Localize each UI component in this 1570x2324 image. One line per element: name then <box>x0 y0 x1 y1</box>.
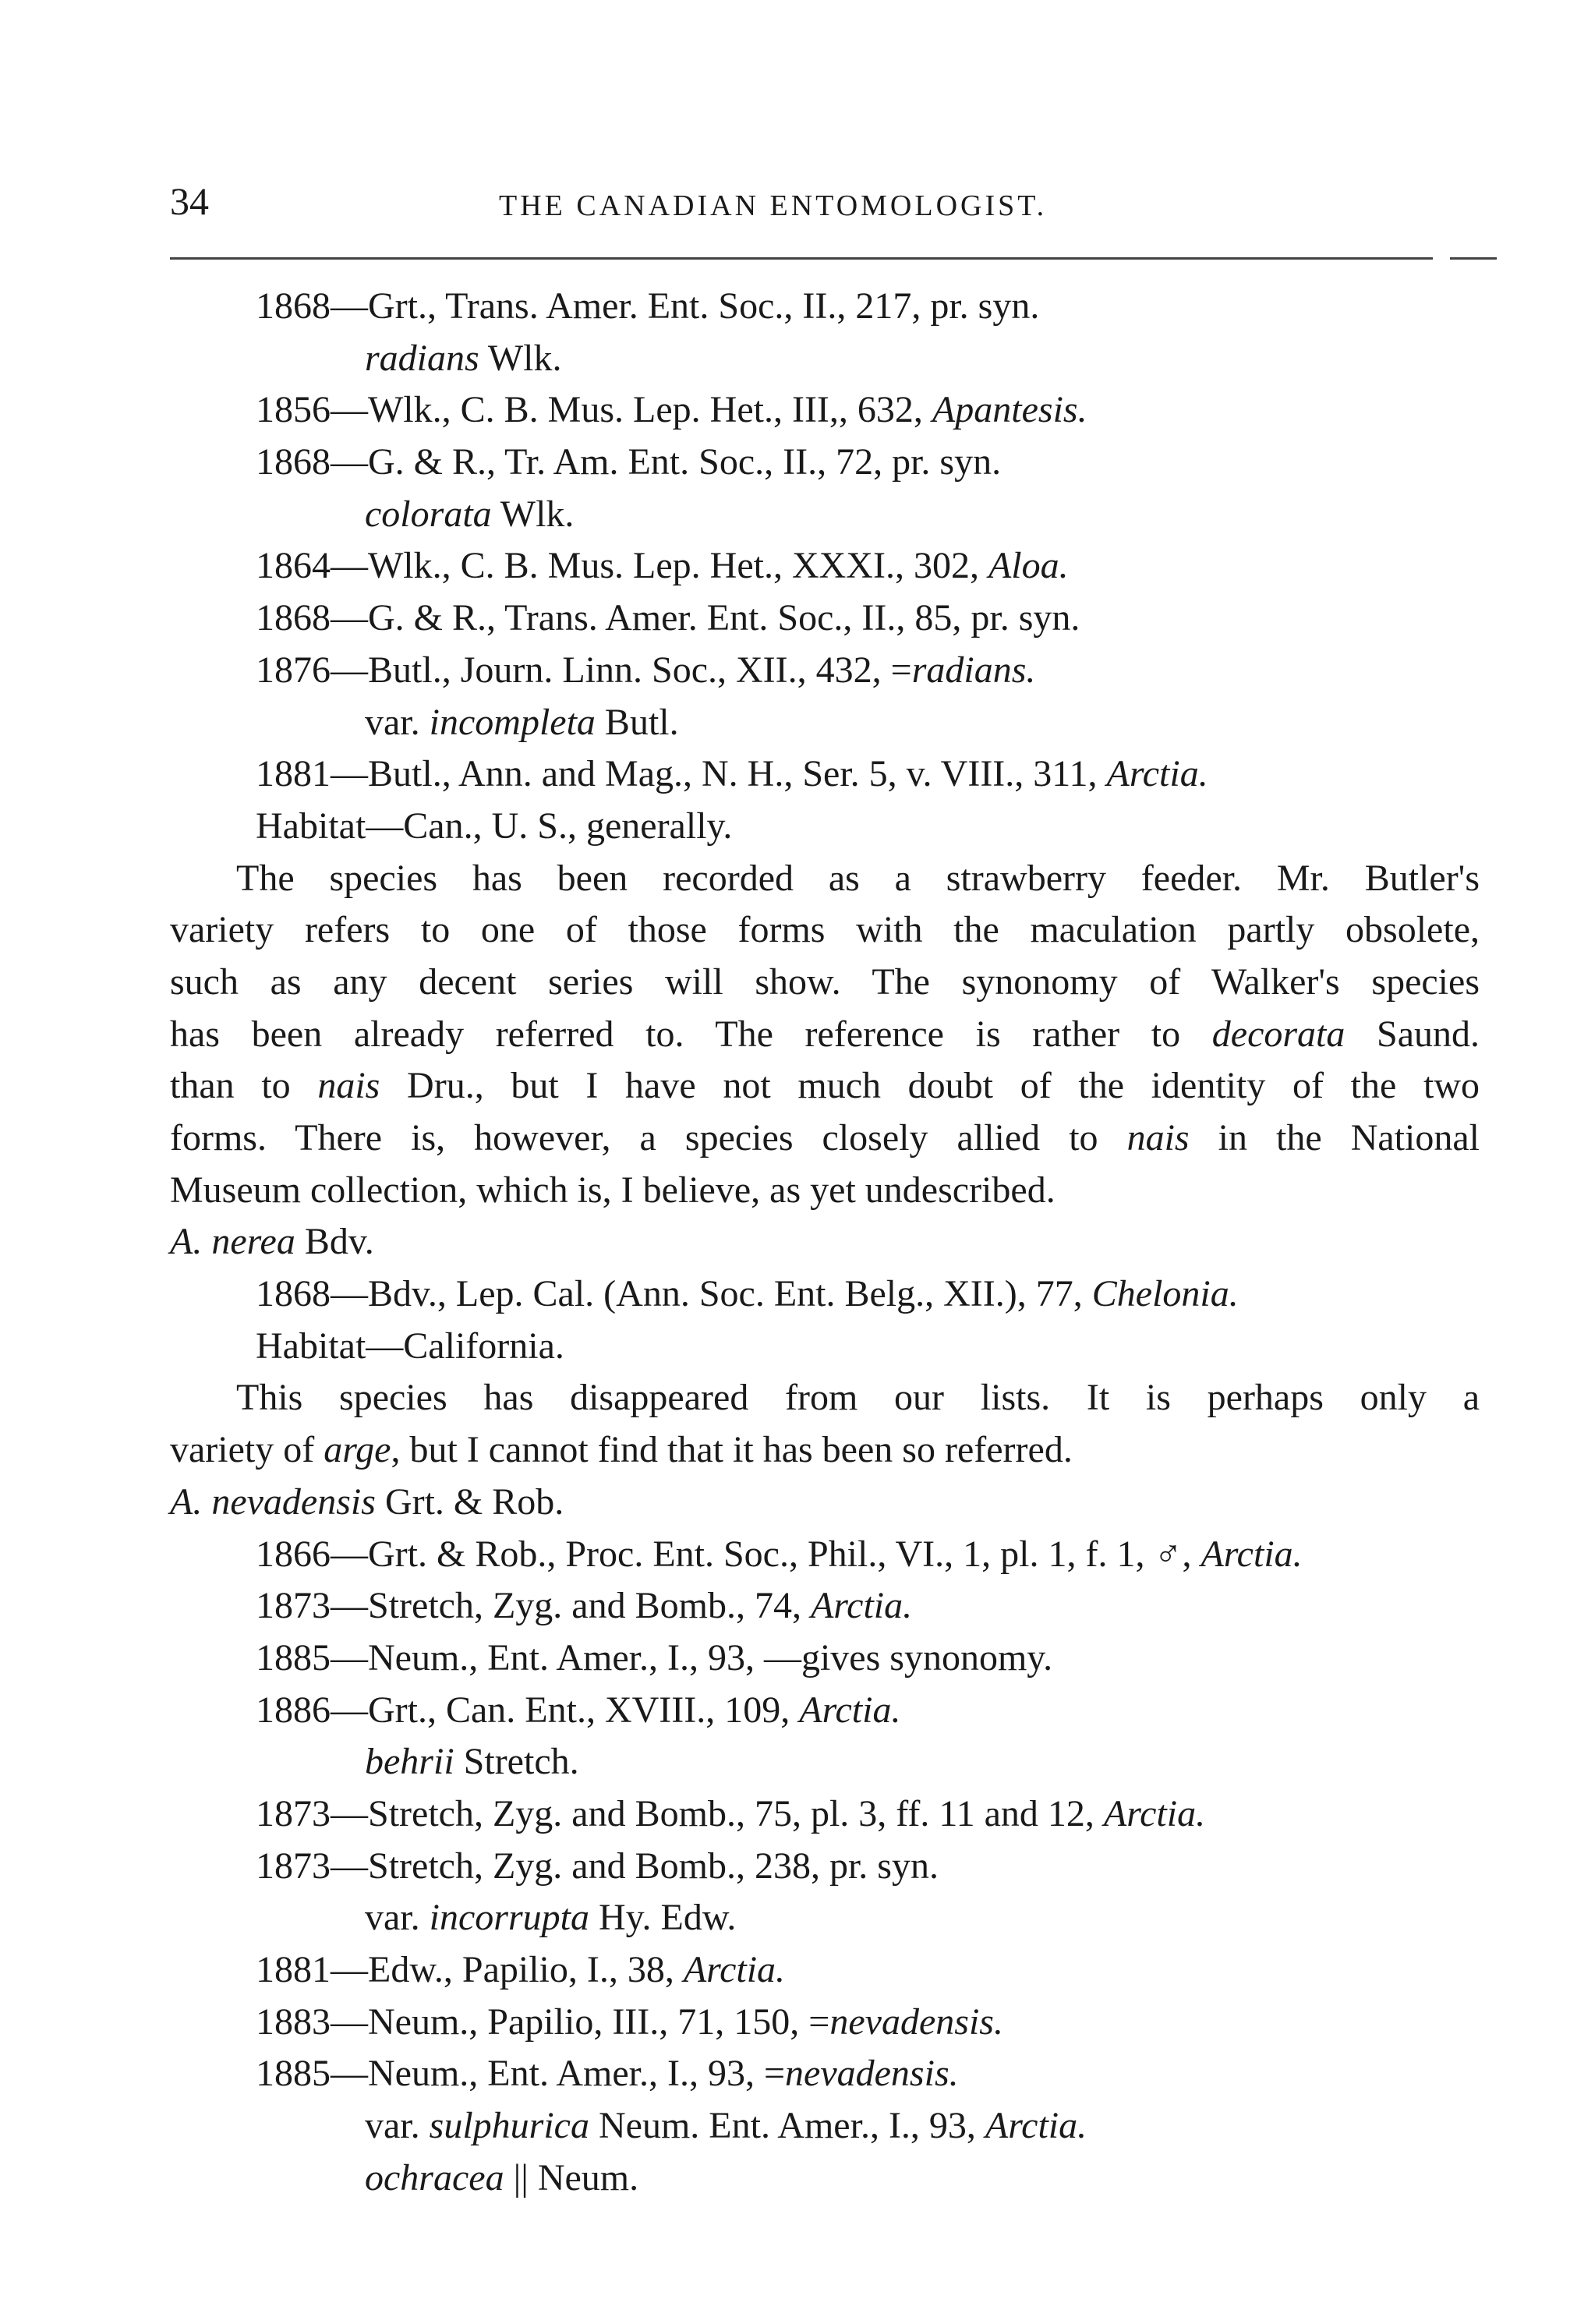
text-line <box>170 1944 1480 1997</box>
text-line <box>170 1632 1480 1685</box>
text-line <box>170 489 1480 541</box>
text-run: Saund. <box>1345 1013 1480 1055</box>
text-run: 1864—Wlk., C. B. Mus. Lep. Het., XXXI., 302, <box>256 545 988 587</box>
header-rule-tail <box>1450 257 1497 260</box>
text-run: 1868—G. & R., Trans. Amer. Ent. Soc., II., 85, pr. syn. <box>256 597 1080 639</box>
text-run: Habitat—Can., U. S., generally. <box>256 805 733 847</box>
text-run: Dru., but I have not much doubt of the identity of the two <box>380 1065 1480 1107</box>
text-run: The species has been recorded as a strawberry feeder. Mr. Butler's <box>236 857 1480 899</box>
text-line <box>170 1060 1480 1112</box>
header-rule <box>170 257 1433 260</box>
italic-text: arge <box>324 1429 391 1471</box>
text-run: in the National <box>1189 1117 1480 1158</box>
text-run: Bdv. <box>295 1221 374 1263</box>
text-run: 1886—Grt., Can. Ent., XVIII., 109, <box>256 1689 800 1731</box>
italic-text: A. nevadensis <box>170 1480 376 1523</box>
text-run: var. <box>365 2105 430 2147</box>
text-run: Habitat—California. <box>256 1325 564 1367</box>
text-line <box>170 2100 1480 2152</box>
text-run: 1881—Butl., Ann. and Mag., N. H., Ser. 5, v. VIII., 311, <box>256 753 1107 795</box>
text-line <box>170 384 1480 437</box>
italic-text: decorata <box>1211 1013 1345 1055</box>
text-run: 1885—Neum., Ent. Amer., I., 93, = <box>256 2053 786 2095</box>
text-run: 1866—Grt. & Rob., Proc. Ent. Soc., Phil., VI., 1, pl. 1, f. 1, ♂, <box>256 1533 1201 1575</box>
italic-text: behrii <box>365 1741 454 1783</box>
text-line <box>170 957 1480 1009</box>
page-header <box>0 178 1570 225</box>
text-line <box>170 2152 1480 2205</box>
text-run: 1868—G. & R., Tr. Am. Ent. Soc., II., 72, pr. syn. <box>256 441 1002 483</box>
italic-text: Arctia. <box>683 1949 786 1990</box>
text-line <box>170 1165 1480 1217</box>
italic-text: incompleta <box>429 701 596 743</box>
text-run: Grt. & Rob. <box>375 1480 564 1523</box>
text-line <box>170 1685 1480 1737</box>
text-run: var. <box>365 701 430 743</box>
italic-text: radians <box>365 337 479 379</box>
text-run: || Neum. <box>504 2156 639 2198</box>
text-run: than to <box>170 1065 318 1107</box>
text-run: var. <box>365 1897 430 1939</box>
italic-text: nevadensis. <box>785 2053 959 2095</box>
italic-text: Arctia. <box>810 1585 913 1627</box>
italic-text: Arctia. <box>1200 1533 1303 1575</box>
text-line <box>170 1477 1480 1529</box>
text-line <box>170 1009 1480 1061</box>
text-line <box>170 540 1480 592</box>
text-run: such as any decent series will show. The synonomy of Walker's species <box>170 960 1480 1003</box>
text-run: 1856—Wlk., C. B. Mus. Lep. Het., III,, 632, <box>256 389 932 431</box>
text-line <box>170 1997 1480 2049</box>
text-line <box>170 1268 1480 1321</box>
italic-text: Aloa. <box>988 545 1069 587</box>
text-line <box>170 645 1480 697</box>
italic-text: colorata <box>365 493 492 535</box>
text-line <box>170 1529 1480 1581</box>
text-run: variety refers to one of those forms with the maculation partly obsolete, <box>170 909 1480 951</box>
text-line <box>170 1841 1480 1893</box>
text-line <box>170 801 1480 853</box>
text-run: Stretch. <box>454 1741 579 1783</box>
text-line <box>170 281 1480 333</box>
italic-text: Apantesis. <box>932 389 1087 431</box>
text-line <box>170 1321 1480 1373</box>
italic-text: Arctia. <box>799 1689 901 1731</box>
italic-text: Arctia. <box>1106 753 1208 795</box>
text-run: forms. There is, however, a species closely allied to <box>170 1117 1127 1158</box>
text-run: Butl. <box>595 701 679 743</box>
italic-text: sulphurica <box>429 2105 589 2147</box>
text-run: Wlk. <box>479 337 562 379</box>
text-run: Museum collection, which is, I believe, as yet undescribed. <box>170 1169 1056 1211</box>
text-run: 1881—Edw., Papilio, I., 38, <box>256 1949 684 1990</box>
italic-text: nais <box>317 1065 380 1107</box>
text-line <box>170 748 1480 801</box>
text-line <box>170 1424 1480 1477</box>
text-line <box>170 1788 1480 1841</box>
italic-text: A. nerea <box>170 1221 295 1263</box>
text-run: , but I cannot find that it has been so referred. <box>391 1429 1073 1471</box>
italic-text: Arctia. <box>1103 1792 1206 1834</box>
page-number: 34 <box>170 179 209 223</box>
text-run: This species has disappeared from our lists. It is perhaps only a <box>236 1377 1480 1419</box>
text-line <box>170 437 1480 489</box>
text-run: 1876—Butl., Journ. Linn. Soc., XII., 432, = <box>256 649 912 691</box>
text-line <box>170 1216 1480 1268</box>
text-run: Wlk. <box>491 493 575 535</box>
text-line <box>170 592 1480 645</box>
text-line <box>170 853 1480 905</box>
text-run: 1873—Stretch, Zyg. and Bomb., 74, <box>256 1585 811 1627</box>
text-run: Hy. Edw. <box>589 1897 737 1939</box>
running-head: THE CANADIAN ENTOMOLOGIST. <box>499 189 1048 222</box>
italic-text: Arctia. <box>985 2105 1087 2147</box>
text-line <box>170 904 1480 957</box>
text-line <box>170 1580 1480 1632</box>
italic-text: nais <box>1126 1117 1190 1158</box>
italic-text: radians. <box>911 649 1036 691</box>
italic-text: ochracea <box>365 2156 504 2198</box>
text-run: variety of <box>170 1429 324 1471</box>
italic-text: incorrupta <box>429 1897 589 1939</box>
text-line <box>170 1112 1480 1165</box>
text-run: 1885—Neum., Ent. Amer., I., 93, —gives synonomy. <box>256 1636 1053 1678</box>
text-line <box>170 697 1480 749</box>
text-line <box>170 1892 1480 1944</box>
text-run: 1868—Grt., Trans. Amer. Ent. Soc., II., 217, pr. syn. <box>256 285 1040 327</box>
text-line <box>170 333 1480 385</box>
text-run: has been already referred to. The reference is rather to <box>170 1013 1212 1055</box>
text-line <box>170 1372 1480 1424</box>
page-body <box>170 281 1480 2204</box>
text-run: 1883—Neum., Papilio, III., 71, 150, = <box>256 2000 830 2043</box>
text-run: Neum. Ent. Amer., I., 93, <box>589 2105 985 2147</box>
italic-text: nevadensis. <box>829 2000 1003 2043</box>
text-run: 1873—Stretch, Zyg. and Bomb., 75, pl. 3, ff. 11 and 12, <box>256 1792 1104 1834</box>
italic-text: Chelonia. <box>1091 1273 1239 1315</box>
text-line <box>170 1736 1480 1788</box>
text-line <box>170 2048 1480 2100</box>
text-run: 1868—Bdv., Lep. Cal. (Ann. Soc. Ent. Belg., XII.), 77, <box>256 1273 1092 1315</box>
text-run: 1873—Stretch, Zyg. and Bomb., 238, pr. syn. <box>256 1845 939 1887</box>
